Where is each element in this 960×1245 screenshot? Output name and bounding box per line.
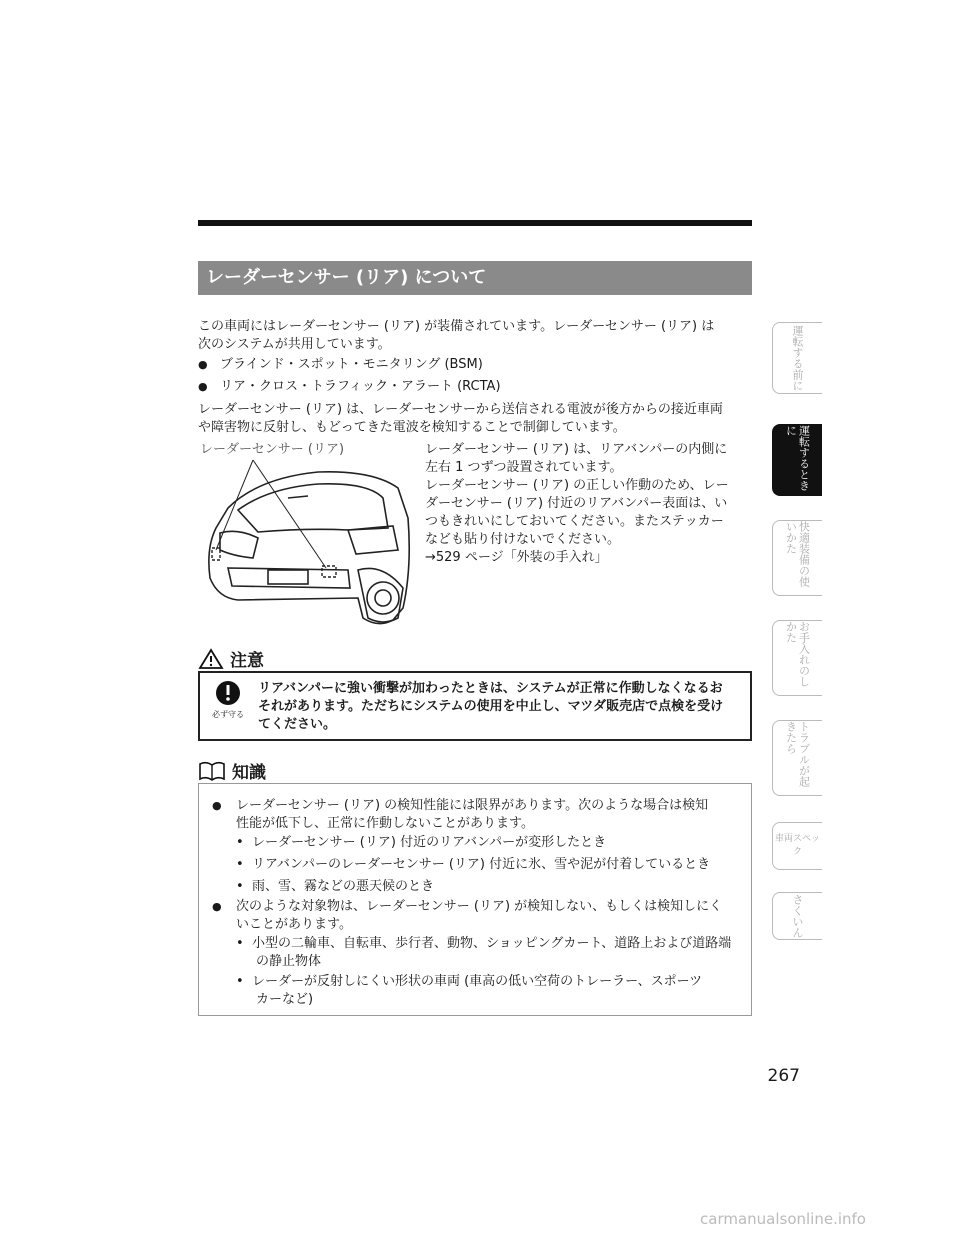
tab-comfort-features[interactable]: 快適装備の使いかた — [772, 520, 822, 596]
warning-triangle-icon — [198, 648, 224, 670]
list-item: ● 次のような対象物は、レーダーセンサー (リア) が検知しない、もしくは検知しにく いことがあります。 — [212, 899, 723, 932]
watermark: carmanualsonline.info — [700, 1210, 866, 1228]
caution-heading: 注意 — [198, 646, 264, 671]
caution-text: リアバンパーに強い衝撃が加わったときは、システムが正常に作動しなくなるお それがあります。ただちにシステムの使用を中止し、マツダ販売店で点検を受け てください。 — [258, 681, 724, 732]
tab-index[interactable]: さくいん — [772, 892, 822, 940]
must-follow-badge: 必ず守る — [208, 680, 248, 719]
list-item: ● レーダーセンサー (リア) の検知性能には限界があります。次のような場合は検知 性能が低下し、正常に作動しないことがあります。 — [212, 798, 709, 831]
header-rule — [198, 220, 752, 226]
exclamation-circle-icon — [215, 680, 241, 706]
tab-before-driving[interactable]: 運転する前に — [772, 322, 822, 394]
sub-list-item: • レーダーが反射しにくい形状の車両 (車高の低い空荷のトレーラー、スポーツ カーなど) — [236, 974, 703, 1007]
sub-list-item: • 小型の二輪車、自転車、歩行者、動物、ショッピングカート、道路上および道路端 の静止物体 — [236, 936, 732, 969]
sub-list-item: • レーダーセンサー (リア) 付近のリアバンパーが変形したとき — [236, 835, 607, 850]
car-rear-illustration — [198, 458, 418, 638]
knowledge-heading: 知識 — [198, 758, 266, 783]
figure-caption: レーダーセンサー (リア) — [200, 442, 345, 457]
section-title: レーダーセンサー (リア) について — [198, 261, 752, 295]
sub-list-item: • リアバンパーのレーダーセンサー (リア) 付近に氷、雪や泥が付着しているとき — [236, 857, 711, 872]
page-number: 267 — [767, 1066, 800, 1086]
open-book-icon — [198, 760, 226, 782]
tab-specifications[interactable]: 車両スペック — [772, 822, 822, 870]
list-item: ● リア・クロス・トラフィック・アラート (RCTA) — [198, 379, 501, 394]
description-text: レーダーセンサー (リア) は、レーダーセンサーから送信される電波が後方からの接近車両 や障害物に反射し、もどってきた電波を検知することで制御しています。 — [198, 402, 723, 435]
tab-troubleshooting[interactable]: トラブルが起きたら — [772, 720, 822, 796]
tab-maintenance[interactable]: お手入れのしかた — [772, 620, 822, 696]
tab-when-driving[interactable]: 運転するときに — [772, 424, 822, 496]
sub-list-item: • 雨、雪、霧などの悪天候のとき — [236, 879, 434, 894]
figure-description: レーダーセンサー (リア) は、リアバンパーの内側に 左右 1 つずつ設置されています。 レーダーセンサー (リア) の正しい作動のため、レー ダーセンサー (リア) 付近のリアバンパー表面は、い つもきれいにしておいてください。またステッカー なども貼り付けないでください。 →529 ページ「外装の手入れ」 — [425, 441, 755, 567]
list-item: ● ブラインド・スポット・モニタリング (BSM) — [198, 357, 483, 372]
page-reference-link[interactable]: →529 ページ「外装の手入れ」 — [425, 550, 608, 565]
intro-text: この車両にはレーダーセンサー (リア) が装備されています。レーダーセンサー (リア) は 次のシステムが共用しています。 — [198, 319, 715, 352]
